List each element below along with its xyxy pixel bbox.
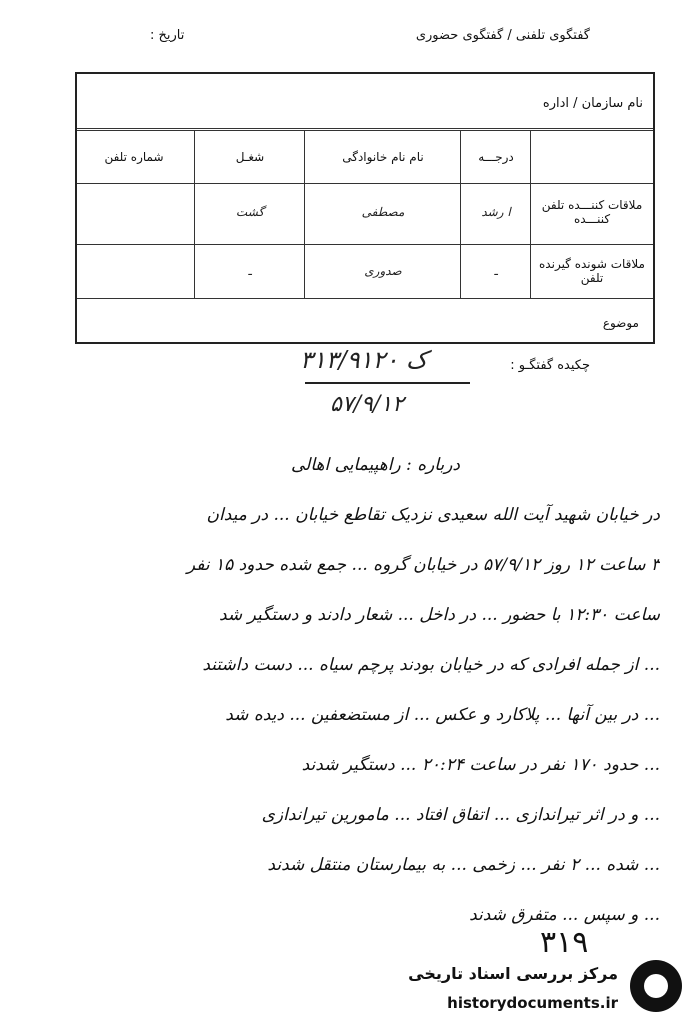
rank-header: درجـــه	[460, 131, 531, 183]
form-table	[75, 72, 655, 344]
caller-rank: ا رشد	[460, 180, 531, 244]
archive-url[interactable]: historydocuments.ir	[447, 994, 618, 1012]
callee-job: ـ	[194, 244, 305, 298]
body-subject: درباره : راهپیمایی اهالی	[290, 455, 460, 475]
callee-name: صدوری	[304, 244, 461, 298]
body-line: ساعت ۱۲:۳۰ با حضور ... در داخل ... شعار دادند و دستگیر شد	[219, 605, 660, 625]
body-line: ۳ ساعت ۱۲ روز ۵۷/۹/۱۲ در خیابان گروه ... جمع شده حدود ۱۵ نفر	[186, 555, 660, 575]
body-line: ... و در اثر تیراندازی ... اتفاق افتاد ... مامورین تیراندازی	[261, 805, 660, 825]
conversation-type-label: گفتگوی تلفنی / گفتگوی حضوری	[415, 28, 590, 43]
table-header-row	[77, 128, 653, 184]
body-line: ... شده ... ۲ نفر ... زخمی ... به بیمارستان منتقل شدند	[267, 855, 660, 875]
row-label-header	[530, 131, 653, 183]
caller-name: مصطفی	[304, 180, 461, 244]
form-header	[150, 28, 590, 43]
page-number: ۳۱۹	[540, 925, 589, 960]
body-line: در خیابان شهید آیت الله سعیدی نزدیک تقاطع خیابان ... در میدان	[206, 505, 660, 525]
date-label: تاریخ :	[150, 28, 185, 43]
summary-label: چکیده گفتگـو :	[510, 358, 590, 373]
caller-phone	[73, 180, 195, 244]
caller-job: گشت	[194, 180, 305, 244]
archive-logo-icon	[630, 960, 682, 1012]
archive-footer	[380, 950, 700, 1026]
callee-rank: ـ	[460, 244, 531, 298]
subject-label: موضوع	[602, 316, 639, 330]
org-row	[77, 74, 653, 129]
archive-title: مرکز بررسی اسناد تاریخی	[408, 964, 618, 983]
body-line: ... در بین آنها ... پلاکارد و عکس ... از مستضعفین ... دیده شد	[225, 705, 660, 725]
reference-number: ۳۱۳/۹۱۲۰ ک	[300, 346, 428, 374]
caller-label: ملاقات کننـــده تلفن کننـــده	[530, 180, 653, 244]
body-line: ... از جمله افرادی که در خیابان بودند پرچم سیاه ... دست داشتند	[202, 655, 660, 675]
body-line: ... حدود ۱۷۰ نفر در ساعت ۲۰:۲۴ ... دستگیر شدند	[301, 755, 660, 775]
callee-row	[77, 244, 653, 299]
handwritten-body	[60, 440, 660, 940]
name-header: نام نام خانوادگی	[304, 131, 461, 183]
reference-date: ۵۷/۹/۱۲	[330, 392, 404, 417]
body-line: ... و سپس ... متفرق شدند	[469, 905, 660, 925]
subject-row	[77, 298, 653, 344]
caller-row	[77, 180, 653, 245]
callee-label: ملاقات شونده گیرنده تلفن	[530, 244, 653, 298]
reference-underline	[305, 382, 470, 384]
callee-phone	[73, 244, 195, 298]
phone-header: شماره تلفن	[104, 150, 164, 164]
org-label: نام سازمان / اداره	[542, 96, 643, 111]
job-header: شغـل	[194, 131, 305, 183]
